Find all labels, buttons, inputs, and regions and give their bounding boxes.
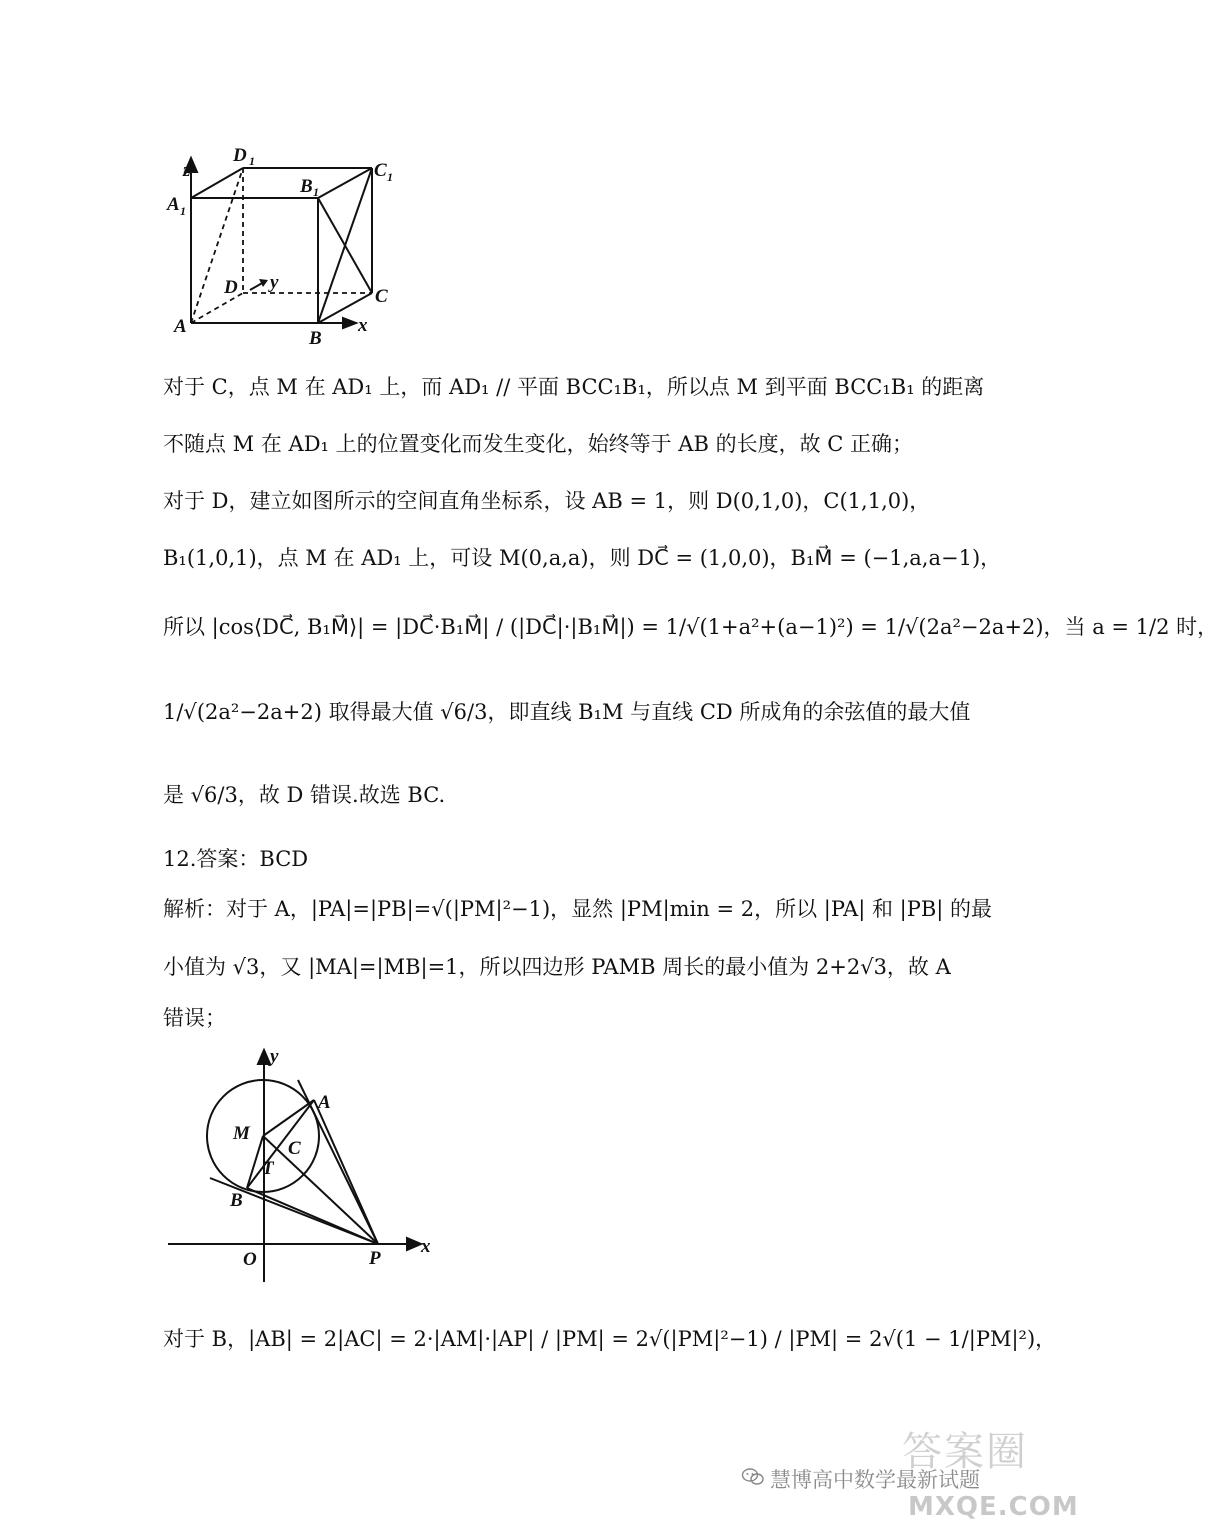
watermark-site-top: 答案圈 xyxy=(902,1429,1028,1475)
cube-label-b1: B xyxy=(300,176,313,197)
solution-d-line-3: 所以 |cos⟨DC⃗, B₁M⃗⟩| = |DC⃗·B₁M⃗| / (|DC⃗|·|B₁M⃗|) = 1/√(1+a²+(a−1)²) = 1/√(2a²−2a+2)，当 a = 1/2 时， xyxy=(163,615,1218,639)
circle-label-c: C xyxy=(288,1138,301,1159)
circle-label-p: P xyxy=(369,1248,381,1269)
circle-tangent-figure xyxy=(165,1040,445,1280)
question-12-answer: 12.答案：BCD xyxy=(163,847,309,871)
solution-a-line-1: 解析：对于 A，|PA|=|PB|=√(|PM|²−1)，显然 |PM|min = 2，所以 |PA| 和 |PB| 的最 xyxy=(163,897,993,921)
cube-label-c1: C xyxy=(374,160,387,181)
cube-label-d1: D xyxy=(233,145,247,166)
solution-d-line-2: B₁(1,0,1)，点 M 在 AD₁ 上，可设 M(0,a,a)，则 DC⃗ = (1,0,0)，B₁M⃗ = (−1,a,a−1)， xyxy=(163,546,1002,570)
solution-d-line-4: 1/√(2a²−2a+2) 取得最大值 √6/3，即直线 B₁M 与直线 CD 所成角的余弦值的最大值 xyxy=(163,700,971,724)
cube-figure xyxy=(160,140,410,350)
cube-label-z: z xyxy=(183,160,191,181)
solution-c-line-2: 不随点 M 在 AD₁ 上的位置变化而发生变化，始终等于 AB 的长度，故 C 正确； xyxy=(163,432,913,456)
cube-label-y: y xyxy=(270,272,279,293)
watermark-site: MXQE.COM xyxy=(908,1492,1079,1522)
wechat-icon xyxy=(742,1468,764,1486)
circle-label-m: M xyxy=(233,1123,250,1144)
cube-label-c1-sub: 1 xyxy=(387,170,393,184)
solution-b-line-1: 对于 B，|AB| = 2|AC| = 2·|AM|·|AP| / |PM| = 2√(|PM|²−1) / |PM| = 2√(1 − 1/|PM|²)， xyxy=(163,1327,1057,1351)
cube-label-b1-sub: 1 xyxy=(313,185,319,199)
cube-label-d: D xyxy=(224,277,238,298)
circle-label-t: T xyxy=(262,1158,274,1179)
cube-label-b: B xyxy=(309,328,322,349)
watermark-source: 慧博高中数学最新试题 xyxy=(770,1468,980,1492)
solution-d-line-1: 对于 D，建立如图所示的空间直角坐标系，设 AB = 1，则 D(0,1,0)，C(1,1,0)， xyxy=(163,489,931,513)
circle-label-x: x xyxy=(421,1236,431,1257)
circle-label-y: y xyxy=(270,1046,279,1067)
solution-a-line-2: 小值为 √3，又 |MA|=|MB|=1，所以四边形 PAMB 周长的最小值为 2+2√3，故 A xyxy=(163,955,951,979)
cube-label-a1: A xyxy=(167,194,180,215)
solution-a-line-3: 错误； xyxy=(163,1006,226,1030)
circle-label-o: O xyxy=(243,1249,257,1270)
cube-label-a1-sub: 1 xyxy=(180,204,186,218)
cube-label-d1-sub: 1 xyxy=(249,154,255,168)
cube-label-c: C xyxy=(375,286,388,307)
solution-c-line-1: 对于 C，点 M 在 AD₁ 上，而 AD₁ // 平面 BCC₁B₁，所以点 M 到平面 BCC₁B₁ 的距离 xyxy=(163,375,985,399)
cube-label-a: A xyxy=(174,316,187,337)
cube-label-x: x xyxy=(358,315,368,336)
circle-label-a: A xyxy=(318,1092,331,1113)
circle-label-b: B xyxy=(230,1190,243,1211)
solution-d-line-5: 是 √6/3，故 D 错误.故选 BC. xyxy=(163,783,446,807)
